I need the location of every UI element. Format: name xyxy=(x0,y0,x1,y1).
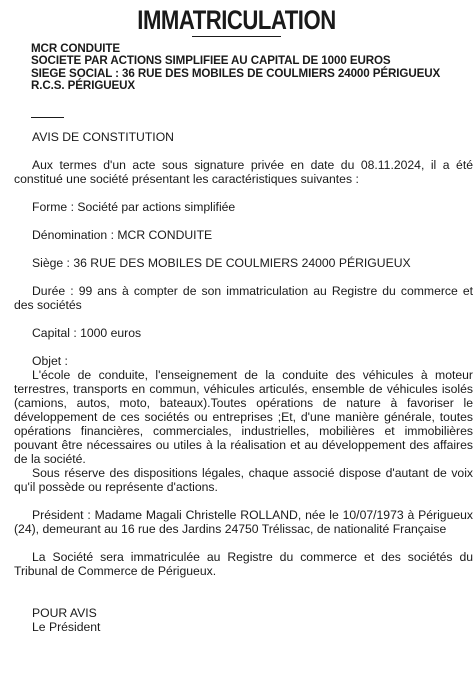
signatory-line: Le Président xyxy=(32,620,101,634)
company-rcs: R.C.S. PÉRIGUEUX xyxy=(31,79,136,93)
header-divider xyxy=(31,117,64,118)
voting-paragraph: Sous réserve des dispositions légales, chaque associé dispose d'autant de voix qu'il possède ou représente d'actions. xyxy=(14,466,473,494)
capital-line: Capital : 1000 euros xyxy=(32,326,142,340)
denomination-line: Dénomination : MCR CONDUITE xyxy=(32,228,213,242)
president-paragraph: Président : Madame Magali Christelle ROLLAND, née le 10/07/1973 à Périgueux (24), demeurant au 16 rue des Jardins 24750 Trélissac, de nationalité Française xyxy=(14,508,473,536)
company-header xyxy=(31,43,461,93)
objet-paragraph: L'école de conduite, l'enseignement de la conduite des véhicules à moteur terrestres, transports en commun, véhicules articulés, ensemble de véhicules isolés (camions, autos, moto, bateaux).Toutes opérations de nature à favoriser le développement de ces sociétés ou entreprises ;Et, d'une manière générale, toutes opérations financières, commerciales, industrielles, mobilières et immobilières pouvant être nécessaires ou utiles à la réalisation et au développement des affaires de la société. xyxy=(14,368,473,466)
notice-heading: AVIS DE CONSTITUTION xyxy=(32,130,174,144)
forme-line: Forme : Société par actions simplifiée xyxy=(32,200,236,214)
title-underline xyxy=(192,36,281,37)
duree-paragraph: Durée : 99 ans à compter de son immatriculation au Registre du commerce et des sociétés xyxy=(14,284,473,312)
intro-paragraph: Aux termes d'un acte sous signature privée en date du 08.11.2024, il a été constitué une société présentant les caractéristiques suivantes : xyxy=(14,158,473,186)
page-title: IMMATRICULATION xyxy=(137,5,336,35)
company-capital: SOCIETE PAR ACTIONS SIMPLIFIEE AU CAPITAL DE 1000 EUROS xyxy=(31,54,391,68)
registration-paragraph: La Société sera immatriculée au Registre du commerce et des sociétés du Tribunal de Commerce de Périgueux. xyxy=(14,550,473,578)
notice-body xyxy=(14,130,473,634)
company-name: MCR CONDUITE xyxy=(31,42,120,55)
company-seat: SIEGE SOCIAL : 36 RUE DES MOBILES DE COULMIERS 24000 PÉRIGUEUX xyxy=(31,66,441,80)
closing-line: POUR AVIS xyxy=(32,606,97,620)
objet-label: Objet : xyxy=(32,354,68,368)
siege-line: Siège : 36 RUE DES MOBILES DE COULMIERS 24000 PÉRIGUEUX xyxy=(32,256,411,270)
